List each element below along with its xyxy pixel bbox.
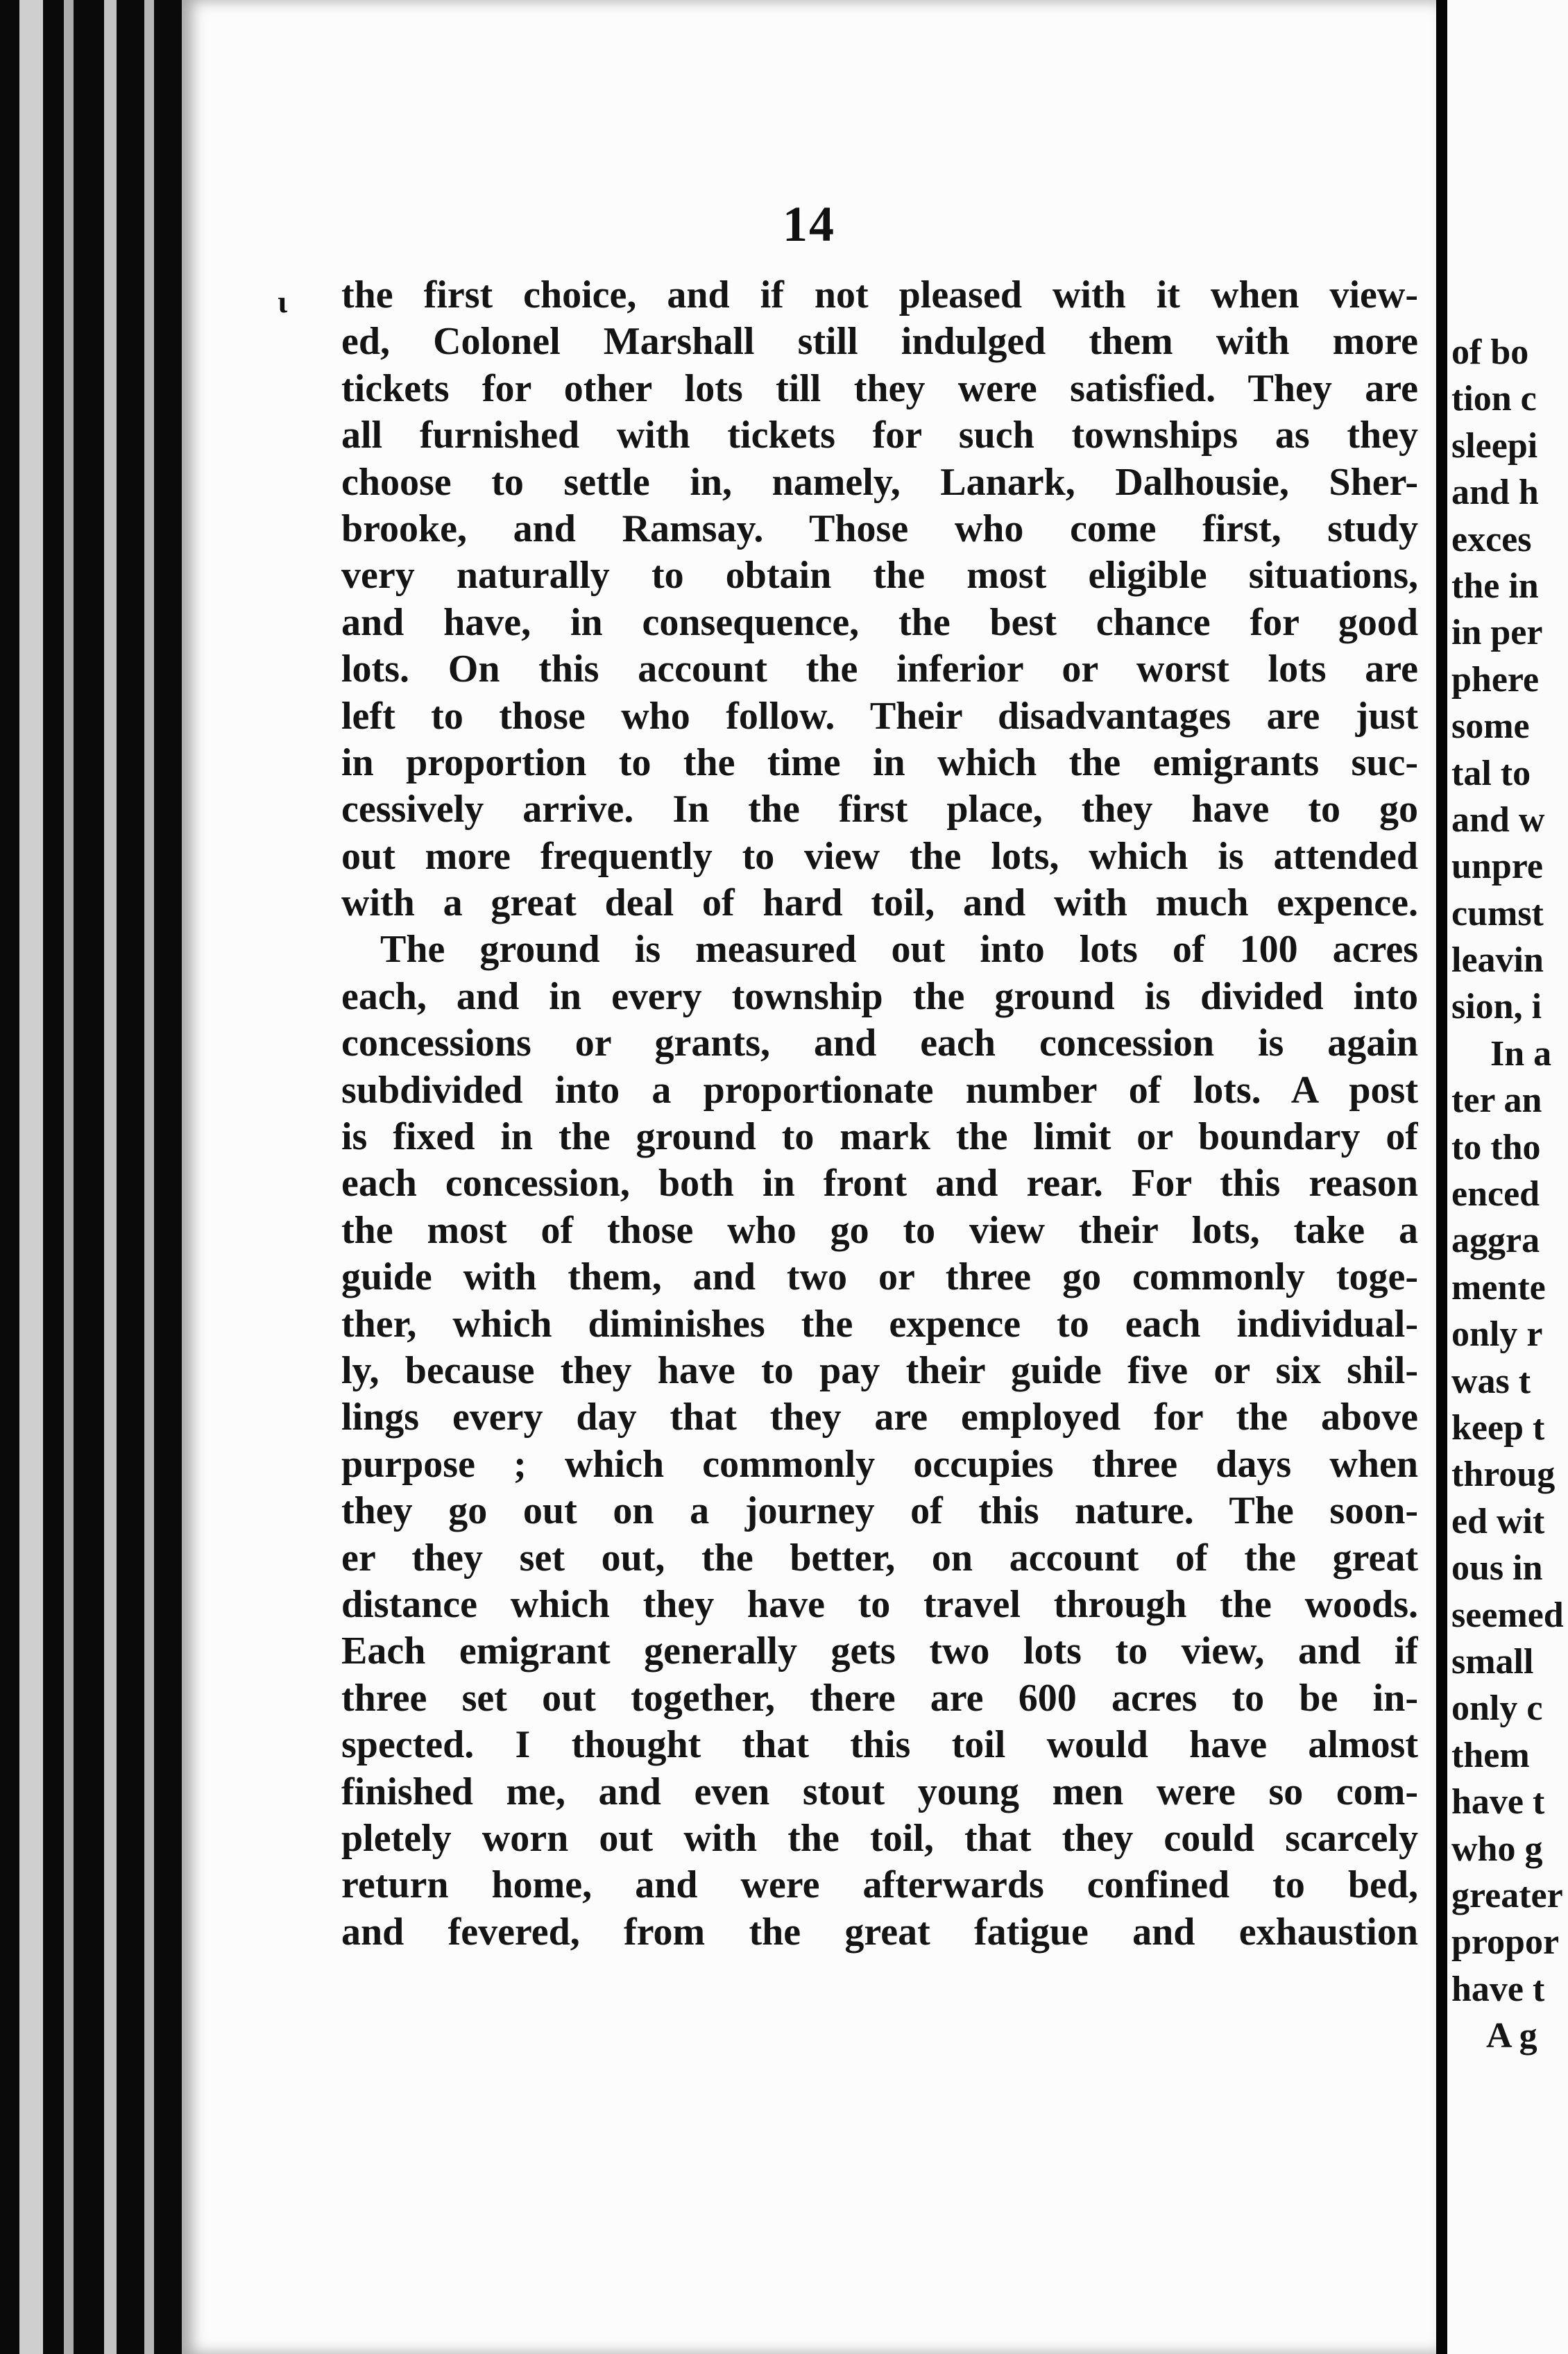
text-line: sion, i [1451,987,1542,1027]
text-line: exces [1451,519,1532,559]
text-line: ly, because they have to pay their guide five or six shil- [341,1348,1418,1392]
text-line: the first choice, and if not pleased with it when view- [341,273,1418,316]
binding-edge [104,0,117,2354]
text-line: only c [1451,1688,1543,1729]
text-line: some [1451,706,1530,747]
text-line: the in [1451,566,1539,606]
text-line: have t [1451,1969,1545,2009]
page-number: 14 [783,196,835,252]
text-line: and fevered, from the great fatigue and exhaustion [341,1910,1418,1954]
right-page-text [1451,329,1568,2059]
text-line: cumst [1451,893,1544,933]
text-line: er they set out, the better, on account of the great [341,1536,1418,1580]
binding-edge [19,0,43,2354]
text-line: lings every day that they are employed for the above [341,1396,1418,1439]
text-line: keep t [1451,1407,1545,1448]
text-line: lots. On this account the inferior or worst lots are [341,647,1418,691]
text-line: them [1451,1735,1530,1775]
body-text [341,272,1418,1956]
text-line: cessively arrive. In the first place, they have to go [341,788,1418,831]
text-line: sleepi [1451,425,1538,466]
text-line: enced [1451,1174,1540,1214]
text-line: of bo [1451,332,1529,372]
text-line: seemed [1451,1595,1564,1635]
text-line: in proportion to the time in which the emigrants suc- [341,740,1418,784]
text-line: each concession, both in front and rear. For this reason [341,1162,1418,1205]
text-line: three set out together, there are 600 acres to be in- [341,1676,1418,1720]
text-line: unpre [1451,847,1543,887]
text-line: and w [1451,799,1545,840]
text-line: only r [1451,1314,1543,1355]
text-line: choose to settle in, namely, Lanark, Dalhousie, Sher- [341,460,1418,504]
text-line: to tho [1451,1127,1541,1167]
text-line: purpose ; which commonly occupies three days when [341,1442,1418,1486]
text-line: concessions or grants, and each concession is again [341,1022,1418,1065]
text-line: The ground is measured out into lots of 100 acres [380,928,1418,972]
text-line: they go out on a journey of this nature. The soon- [341,1489,1418,1533]
text-line: in per [1451,613,1543,653]
text-line: greater [1451,1875,1563,1915]
text-line: and have, in consequence, the best chance for good [341,600,1418,644]
text-line: finished me, and even stout young men were so com- [341,1770,1418,1813]
text-line: aggra [1451,1221,1540,1261]
text-line: all furnished with tickets for such townships as they [341,414,1418,457]
text-line: propor [1451,1922,1560,1963]
text-line: tickets for other lots till they were satisfied. They are [341,366,1418,410]
text-line: with a great deal of hard toil, and with much expence. [341,881,1418,925]
text-line: brooke, and Ramsay. Those who come first, study [341,507,1418,550]
text-line: return home, and were afterwards confined to bed, [341,1863,1418,1907]
text-line: have t [1451,1782,1545,1822]
text-line: tion c [1451,379,1537,419]
text-line: ter an [1451,1081,1542,1121]
binding-edge [144,0,154,2354]
text-line: out more frequently to view the lots, which is attended [341,834,1418,878]
text-line: phere [1451,659,1540,700]
text-line: left to those who follow. Their disadvantages are just [341,694,1418,738]
text-line: leavin [1451,940,1544,981]
text-line: each, and in every township the ground is divided into [341,974,1418,1018]
text-line: guide with them, and two or three go commonly toge- [341,1255,1418,1299]
text-line: mente [1451,1267,1546,1307]
text-line: In a [1490,1033,1552,1074]
text-line: subdivided into a proportionate number of lots. A post [341,1068,1418,1112]
text-line: tal to [1451,753,1531,793]
text-line: throug [1451,1455,1556,1495]
text-line: very naturally to obtain the most eligible situations, [341,554,1418,598]
text-line: pletely worn out with the toil, that they could scarcely [341,1816,1418,1860]
text-line: who g [1451,1829,1543,1869]
text-line: Each emigrant generally gets two lots to view, and if [341,1629,1418,1673]
text-line: A g [1486,2016,1537,2056]
text-line: ous in [1451,1548,1543,1589]
text-line: was t [1451,1361,1531,1401]
text-line: is fixed in the ground to mark the limit or boundary of [341,1115,1418,1159]
margin-mark: ι [278,284,288,319]
text-line: ed wit [1451,1501,1545,1541]
binding-edge [64,0,74,2354]
text-line: ed, Colonel Marshall still indulged them with more [341,320,1418,364]
text-line: spected. I thought that this toil would have almost [341,1723,1418,1767]
text-line: the most of those who go to view their lots, take a [341,1208,1418,1252]
text-line: and h [1451,473,1539,513]
text-line: small [1451,1641,1534,1682]
text-line: distance which they have to travel through the woods. [341,1582,1418,1626]
text-line: ther, which diminishes the expence to each individual- [341,1302,1418,1346]
page-gutter [1436,0,1447,2354]
